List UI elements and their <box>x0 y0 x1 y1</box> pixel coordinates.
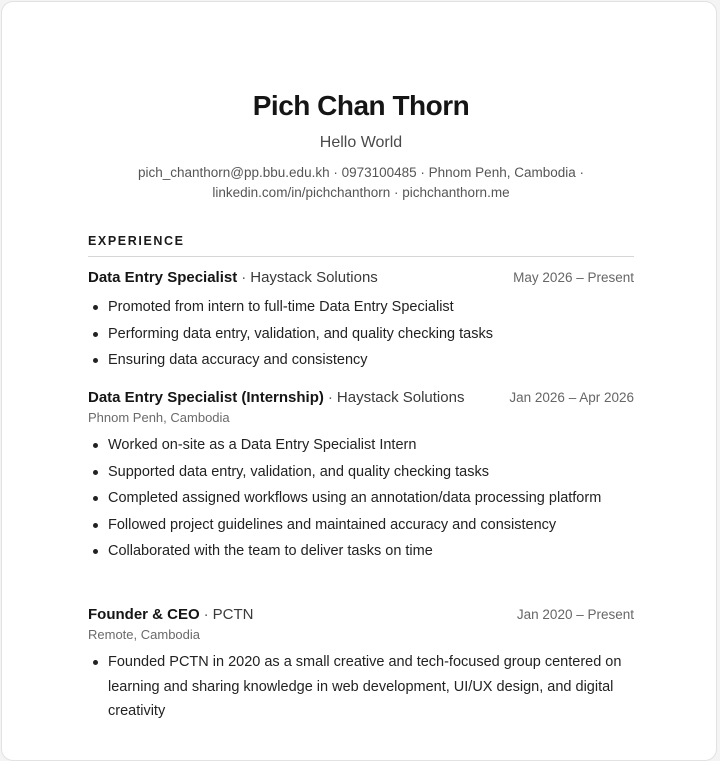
job-title: Data Entry Specialist <box>88 269 238 286</box>
job-bullet <box>88 486 634 511</box>
job-bullets <box>88 650 634 724</box>
job-separator: · <box>327 389 333 406</box>
contact-line-2: linkedin.com/in/pichchanthorn · pichchanthorn.me <box>212 185 510 200</box>
job-bullet <box>88 348 634 373</box>
job-bullet <box>88 460 634 485</box>
job-organization: Haystack Solutions <box>250 269 378 286</box>
job-bullet-text: Supported data entry, validation, and quality checking tasks <box>108 463 489 480</box>
job-bullets <box>88 433 634 564</box>
candidate-tagline: Hello World <box>319 134 403 151</box>
job-header <box>88 267 634 289</box>
candidate-name: Pich Chan Thorn <box>252 90 470 121</box>
bullet-dot <box>93 332 98 337</box>
job-bullet-text: Completed assigned workflows using an annotation/data processing platform <box>108 490 602 506</box>
job-bullet <box>88 295 634 320</box>
contact-info <box>88 163 634 203</box>
job-location: Remote, Cambodia <box>88 627 200 642</box>
job-bullet-text: Worked on-site as a Data Entry Specialist Intern <box>108 437 417 453</box>
bullet-dot <box>93 443 98 448</box>
resume-page <box>1 1 717 761</box>
job-organization: Haystack Solutions <box>336 389 465 406</box>
job-bullet-text: Founded PCTN in 2020 as a small creative and tech-focused group centered on learning and sharing knowledge in web development, UI/UX design, and digital creativity <box>108 654 622 719</box>
job-entry <box>88 387 634 566</box>
job-separator: · <box>241 269 247 286</box>
bullet-dot <box>93 496 98 501</box>
job-organization: PCTN <box>212 606 254 623</box>
bullet-dot <box>93 660 98 665</box>
job-dates: May 2026 – Present <box>513 270 634 285</box>
job-bullet-text: Promoted from intern to full-time Data Entry Specialist <box>108 299 454 315</box>
job-dates: Jan 2020 – Present <box>516 607 634 622</box>
job-separator: · <box>203 606 209 623</box>
contact-line-1: pich_chanthorn@pp.bbu.edu.kh · 0973100485 · Phnom Penh, Cambodia · <box>137 165 584 180</box>
job-entry <box>88 267 634 375</box>
job-location: Phnom Penh, Cambodia <box>88 410 230 425</box>
experience-section-title: EXPERIENCE <box>88 234 185 248</box>
job-dates: Jan 2026 – Apr 2026 <box>509 390 634 405</box>
job-bullet-text: Followed project guidelines and maintained accuracy and consistency <box>108 516 557 533</box>
job-bullet-text: Ensuring data accuracy and consistency <box>108 352 368 368</box>
job-entry <box>88 604 634 726</box>
job-bullet <box>88 433 634 458</box>
bullet-dot <box>93 523 98 528</box>
job-header <box>88 604 634 626</box>
bullet-dot <box>93 549 98 554</box>
job-bullet <box>88 322 634 347</box>
job-title: Founder & CEO <box>88 606 200 623</box>
job-bullets <box>88 295 634 373</box>
job-bullet <box>88 650 634 724</box>
job-bullet-text: Performing data entry, validation, and quality checking tasks <box>108 325 493 342</box>
bullet-dot <box>93 358 98 363</box>
bullet-dot <box>93 470 98 475</box>
job-bullet <box>88 513 634 538</box>
job-title: Data Entry Specialist (Internship) <box>88 389 324 406</box>
section-divider <box>88 256 634 257</box>
bullet-dot <box>93 305 98 310</box>
job-header <box>88 387 634 409</box>
job-bullet-text: Collaborated with the team to deliver tasks on time <box>108 543 433 559</box>
job-bullet <box>88 539 634 564</box>
